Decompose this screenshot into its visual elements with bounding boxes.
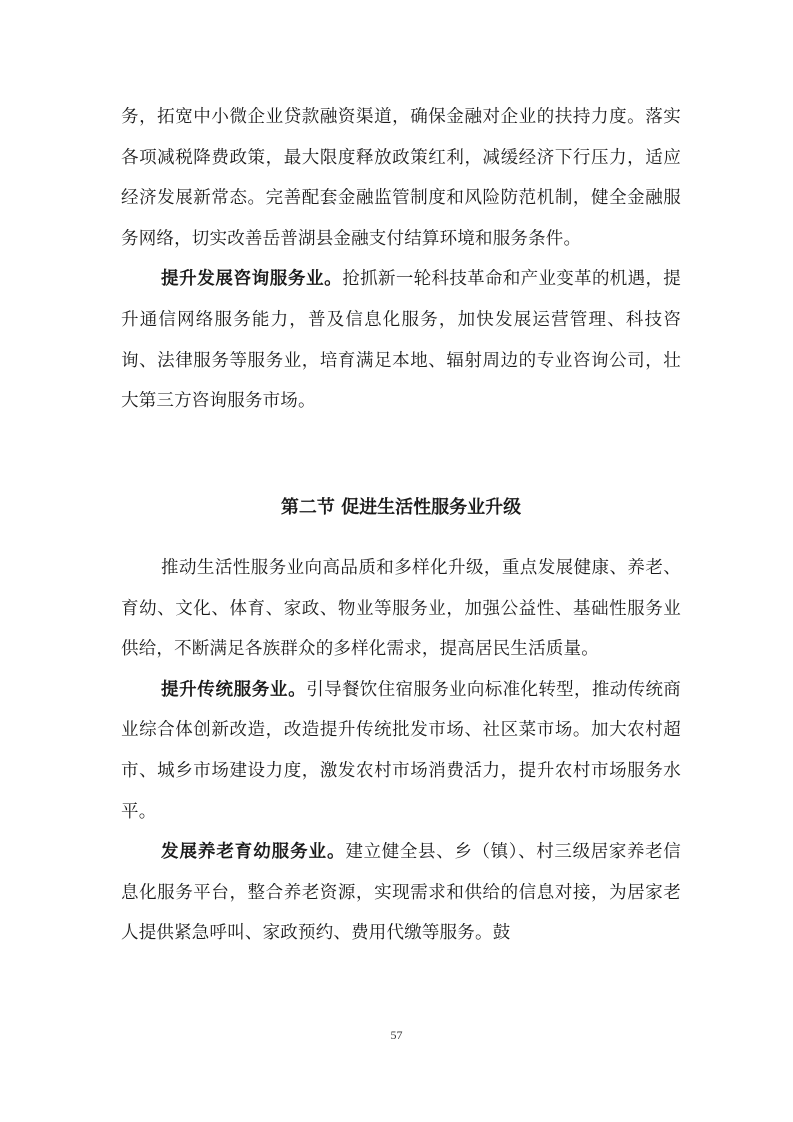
- section-title: 第二节 促进生活性服务业升级: [280, 497, 522, 518]
- page-number: 57: [390, 1028, 403, 1042]
- text-block-top: [121, 97, 681, 422]
- paragraph-text: 建立健全县、乡（镇）、村三级居家养老信息化服务平台，整合养老资源，实现需求和供给的信息对接，为居家老人提供紧急呼叫、家政预约、费用代缴等服务。鼓: [121, 842, 681, 944]
- paragraph-text: 抢抓新一轮科技革命和产业变革的机遇，提升通信网络服务能力，普及信息化服务，加快发展运营管理、科技咨询、法律服务等服务业，培育满足本地、辐射周边的专业咨询公司，壮大第三方咨询服务市场。: [121, 269, 681, 412]
- paragraph-text: 推动生活性服务业向高品质和多样化升级，重点发展健康、养老、育幼、文化、体育、家政、物业等服务业，加强公益性、基础性服务业供给，不断满足各族群众的多样化需求，提高居民生活质量。: [121, 558, 681, 660]
- paragraph-lead-heading: 提升发展咨询服务业。: [161, 269, 343, 290]
- paragraph-finance-continued: [121, 97, 681, 259]
- paragraph-intro: [121, 548, 681, 670]
- paragraph-text: 务，拓宽中小微企业贷款融资渠道，确保金融对企业的扶持力度。落实各项减税降费政策，最大限度释放政策红利，减缓经济下行压力，适应经济发展新常态。完善配套金融监管制度和风险防范机制，健全金融服务网络，切实改善岳普湖县金融支付结算环境和服务条件。: [121, 107, 681, 249]
- paragraph-text: 引导餐饮住宿服务业向标准化转型，推动传统商业综合体创新改造，改造提升传统批发市场、社区菜市场。加大农村超市、城乡市场建设力度，激发农村市场消费活力，提升农村市场服务水平。: [121, 679, 682, 822]
- paragraph-traditional-services: [121, 670, 681, 832]
- paragraph-consulting-services: [121, 259, 681, 421]
- paragraph-lead-heading: 发展养老育幼服务业。: [161, 842, 346, 863]
- paragraph-lead-heading: 提升传统服务业。: [161, 679, 307, 700]
- paragraph-elderly-childcare: [121, 832, 681, 954]
- text-block-bottom: [121, 548, 681, 954]
